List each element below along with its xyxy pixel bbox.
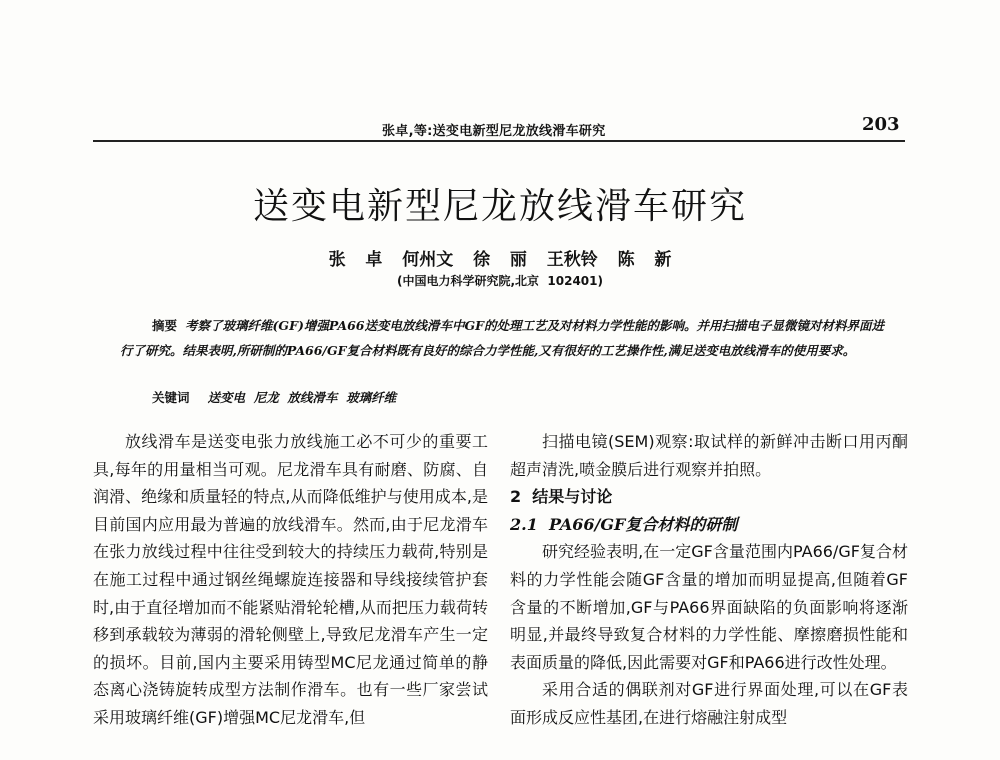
paragraph: 放线滑车是送变电张力放线施工必不可少的重要工具,每年的用量相当可观。尼龙滑车具有耐磨、防腐、自润滑、绝缘和质量轻的特点,从而降低维护与使用成本,是目前国内应用最为普遍的放线滑车。然而,由于尼龙滑车在张力放线过程中往往受到较大的持续压力载荷,特别是在施工过程中通过钢丝绳螺旋连接器和导线接续管护套时,由于直径增加而不能紧贴滑轮轮槽,从而把压力载荷转移到承载较为薄弱的滑轮侧壁上,导致尼龙滑车产生一定的损坏。目前,国内主要采用铸型MC尼龙通过简单的静态离心浇铸旋转成型方法制作滑车。也有一些厂家尝试采用玻璃纤维(GF)增强MC尼龙滑车,但 [93,432,488,727]
section-heading: 2 结果与讨论 [510,487,613,507]
paragraph: 采用合适的偶联剂对GF进行界面处理,可以在GF表面形成反应性基团,在进行熔融注射成型 [510,680,908,727]
abstract-label: 摘要 [152,318,178,333]
abstract [120,313,890,363]
affiliation: (中国电力科学研究院,北京 102401) [397,274,603,288]
keywords-text: 送变电 尼龙 放线滑车 玻璃纤维 [207,390,397,405]
keywords [152,388,396,406]
subsection-heading: 2.1 PA66/GF复合材料的研制 [510,514,738,534]
authors: 张 卓 何州文 徐 丽 王秋铃 陈 新 [328,250,672,270]
running-title: 张卓,等:送变电新型尼龙放线滑车研究 [382,124,606,139]
paper-title: 送变电新型尼龙放线滑车研究 [252,186,747,227]
right-column [510,428,908,732]
left-column [93,428,488,732]
header-rule [93,140,905,142]
keywords-label: 关键词 [152,390,190,405]
page-number: 203 [862,114,900,135]
abstract-text: 考察了玻璃纤维(GF)增强PA66送变电放线滑车中GF的处理工艺及对材料力学性能的影响。并用扫描电子显微镜对材料界面进行了研究。结果表明,所研制的PA66/GF复合材料既有良好的综合力学性能,又有很好的工艺操作性,满足送变电放线滑车的使用要求。 [120,318,885,358]
paragraph: 研究经验表明,在一定GF含量范围内PA66/GF复合材料的力学性能会随GF含量的增加而明显提高,但随着GF含量的不断增加,GF与PA66界面缺陷的负面影响将逐渐明显,并最终导致复合材料的力学性能、摩擦磨损性能和表面质量的降低,因此需要对GF和PA66进行改性处理。 [510,542,908,672]
paragraph: 扫描电镜(SEM)观察:取试样的新鲜冲击断口用丙酮超声清洗,喷金膜后进行观察并拍照。 [510,432,908,479]
